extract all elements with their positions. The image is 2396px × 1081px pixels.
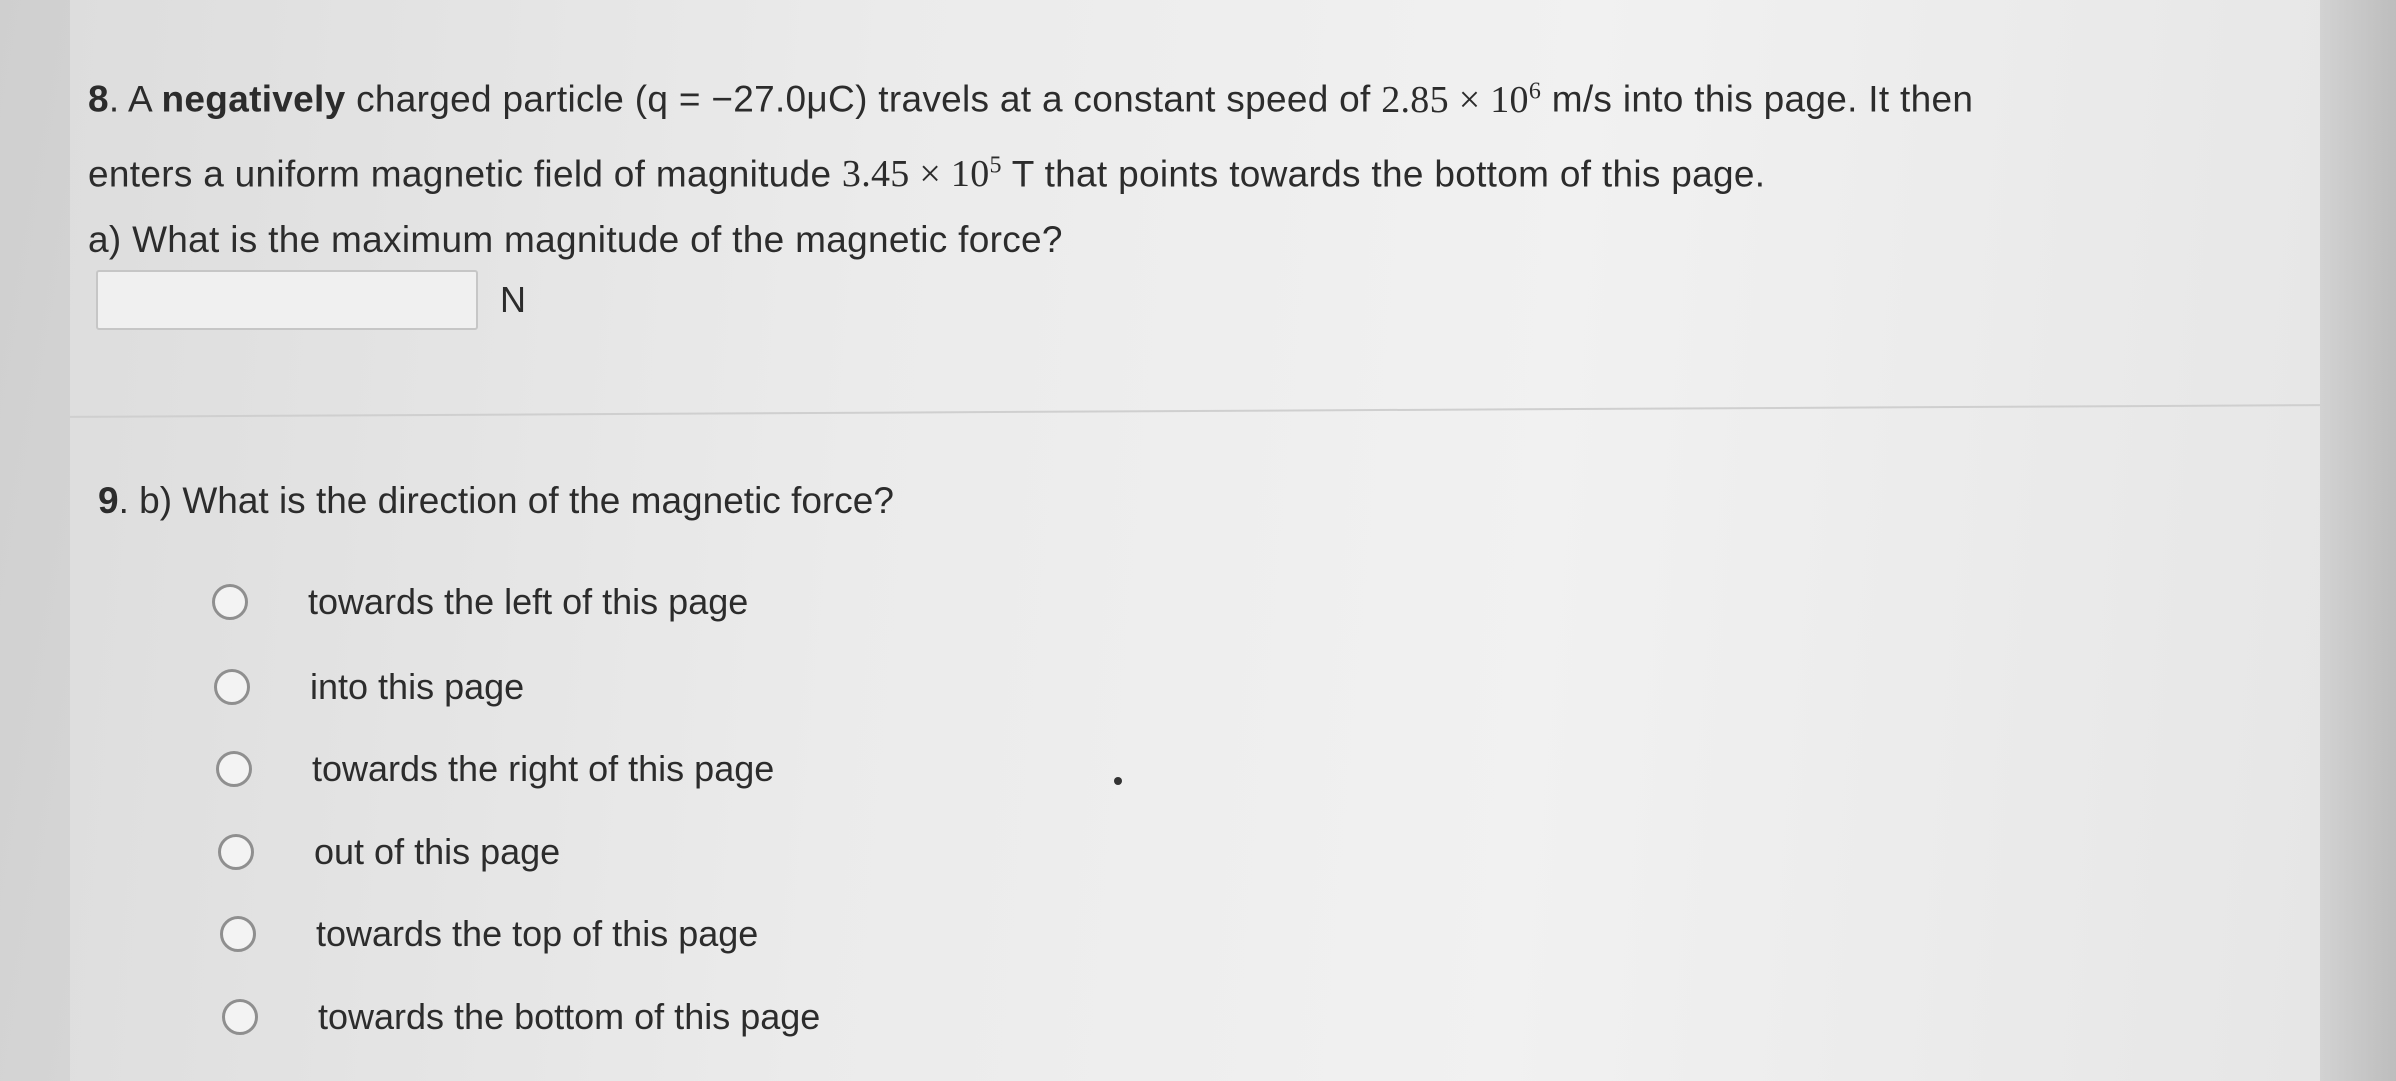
q8-text-fragment: charged particle (q = −27.0μC) travels at a constant speed of [345,78,1382,120]
speed-value [1381,79,1541,121]
radio-button[interactable] [220,916,256,952]
question-9-number: 9 [98,480,119,521]
option-label: towards the top of this page [316,913,759,954]
question-9-title [98,475,894,527]
option-label: out of this page [314,831,561,872]
question-8-part-a: a) What is the maximum magnitude of the magnetic force? [88,219,1063,261]
option-label: towards the left of this page [308,581,749,622]
q8-text-fragment: enters a uniform magnetic field of magnitude [88,153,842,195]
option-label: into this page [310,666,525,707]
q8-emphasis: negatively [161,78,346,120]
field-exponent: 5 [989,152,1002,179]
option-out[interactable] [218,827,560,877]
speed-mantissa: 2.85 × 10 [1381,78,1529,121]
radio-button[interactable] [216,751,252,787]
field-mantissa: 3.45 × 10 [841,153,990,196]
option-label: towards the bottom of this page [318,996,821,1037]
question-8-line-2 [88,133,2248,208]
force-answer-input[interactable] [96,270,478,330]
option-top[interactable] [220,909,758,959]
question-8-line-1 [88,58,2248,133]
radio-button[interactable] [214,669,250,705]
stray-dot [1114,777,1122,785]
unit-label: N [500,279,526,320]
option-label: towards the right of this page [312,748,775,789]
radio-button[interactable] [222,999,258,1035]
option-left[interactable] [212,577,748,627]
radio-button[interactable] [218,834,254,870]
q8-text-fragment: m/s into this page. It then [1541,78,1974,120]
option-bottom[interactable] [222,992,820,1042]
option-into[interactable] [214,662,524,712]
q8-text-fragment: T that points towards the bottom of this page. [1001,153,1766,195]
field-value [842,153,1002,195]
page-edge-shadow [2320,0,2396,1081]
radio-button[interactable] [212,584,248,620]
option-right[interactable] [216,744,774,794]
question-8-text [88,58,2248,273]
q8-text-fragment: . A [108,78,162,120]
question-8-number: 8 [88,78,109,120]
speed-exponent: 6 [1528,78,1542,104]
question-9-title-text: . b) What is the direction of the magnetic force? [118,480,894,521]
